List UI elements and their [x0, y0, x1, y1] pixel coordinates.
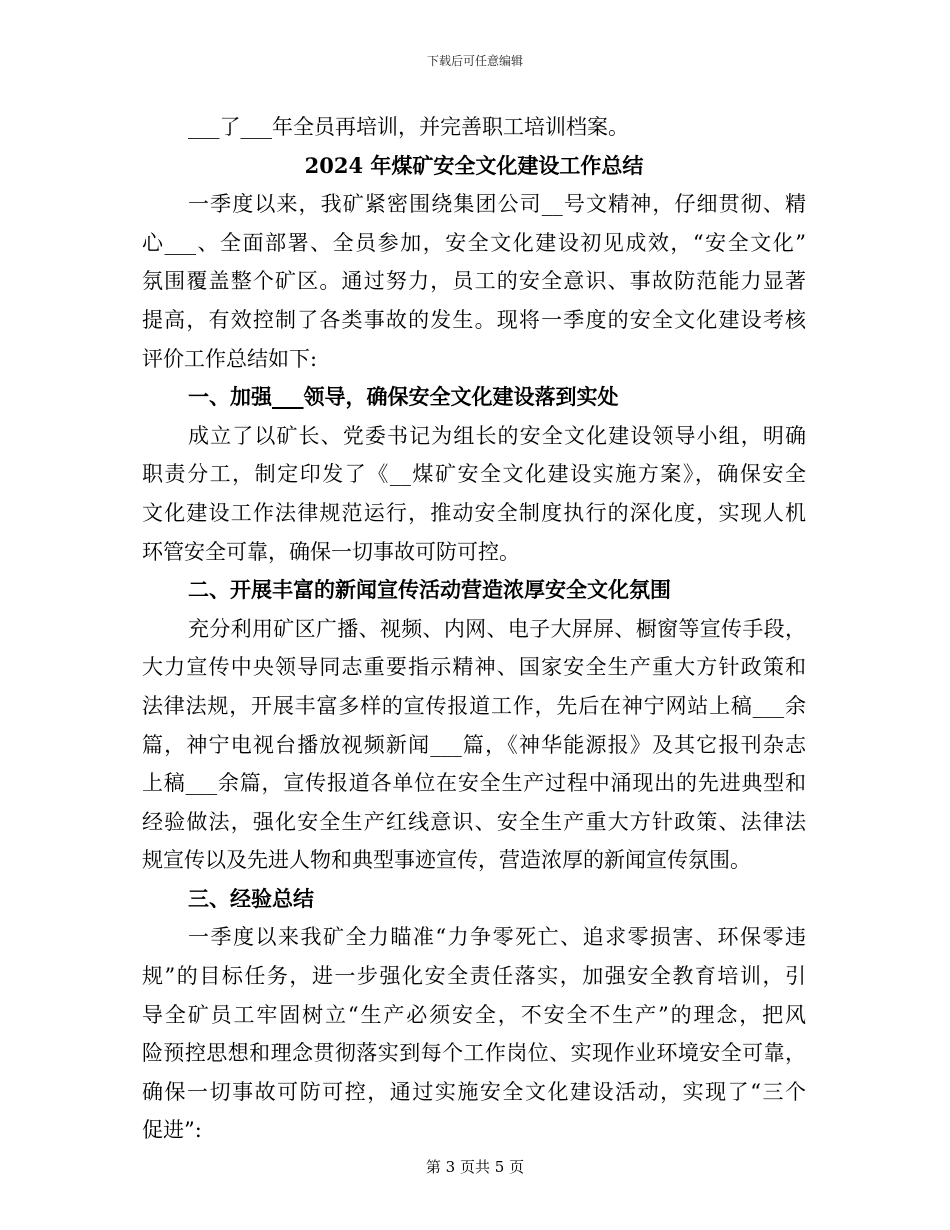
paragraph-line: 职责分工，制定印发了《__煤矿安全文化建设实施方案》，确保安全 — [142, 462, 806, 487]
paragraph-line: 险预控思想和理念贯彻落实到每个工作岗位、实现作业环境安全可靠， — [142, 1041, 806, 1066]
paragraph-line: 充分利用矿区广播、视频、内网、电子大屏屏、橱窗等宣传手段， — [188, 616, 806, 641]
paragraph-line: 规”的目标任务，进一步强化安全责任落实，加强安全教育培训，引 — [142, 964, 806, 989]
document-title: 2024 年煤矿安全文化建设工作总结 — [304, 152, 644, 178]
paragraph-line: 一季度以来我矿全力瞄准“力争零死亡、追求零损害、环保零违 — [188, 925, 806, 950]
paragraph-line: 法律法规，开展丰富多样的宣传报道工作，先后在神宁网站上稿___余 — [142, 693, 806, 718]
paragraph-line: 篇，神宁电视台播放视频新闻___篇，《神华能源报》及其它报刊杂志 — [142, 732, 806, 757]
document-body — [142, 108, 806, 1150]
page-footer: 第 3 页共 5 页 — [425, 1158, 525, 1176]
paragraph-line: 提高，有效控制了各类事故的发生。现将一季度的安全文化建设考核 — [142, 307, 806, 332]
paragraph-line: 一季度以来，我矿紧密围绕集团公司__号文精神，仔细贯彻、精 — [188, 192, 806, 217]
paragraph-line: 心___、全面部署、全员参加，安全文化建设初见成效，“安全文化” — [142, 230, 806, 255]
page-header: 下载后可任意编辑 — [426, 54, 523, 68]
paragraph-line: 环管安全可靠，确保一切事故可防可控。 — [142, 539, 520, 564]
paragraph-line: 评价工作总结如下: — [142, 346, 318, 371]
paragraph-line: 确保一切事故可防可控，通过实施安全文化建设活动，实现了“三个 — [142, 1079, 806, 1104]
paragraph-line: 文化建设工作法律规范运行，推动安全制度执行的深化度，实现人机 — [142, 500, 806, 525]
paragraph-line: 上稿___余篇，宣传报道各单位在安全生产过程中涌现出的先进典型和 — [142, 771, 806, 796]
section-heading: 三、经验总结 — [188, 885, 314, 911]
paragraph-line: 成立了以矿长、党委书记为组长的安全文化建设领导小组，明确 — [188, 423, 806, 448]
paragraph-line: ___了___年全员再培训，并完善职工培训档案。 — [188, 115, 629, 139]
paragraph-line: 大力宣传中央领导同志重要指示精神、国家安全生产重大方针政策和 — [142, 655, 806, 680]
section-heading: 一、加强___领导，确保安全文化建设落到实处 — [188, 384, 619, 410]
paragraph-line: 导全矿员工牢固树立“生产必须安全，不安全不生产”的理念，把风 — [142, 1002, 806, 1027]
paragraph-line: 规宣传以及先进人物和典型事迹宣传，营造浓厚的新闻宣传氛围。 — [142, 848, 751, 873]
paragraph-line: 促进”: — [142, 1118, 202, 1143]
paragraph-line: 经验做法，强化安全生产红线意识、安全生产重大方针政策、法律法 — [142, 809, 806, 834]
paragraph-line: 氛围覆盖整个矿区。通过努力，员工的安全意识、事故防范能力显著 — [142, 269, 806, 294]
section-heading: 二、开展丰富的新闻宣传活动营造浓厚安全文化氛围 — [188, 577, 671, 603]
